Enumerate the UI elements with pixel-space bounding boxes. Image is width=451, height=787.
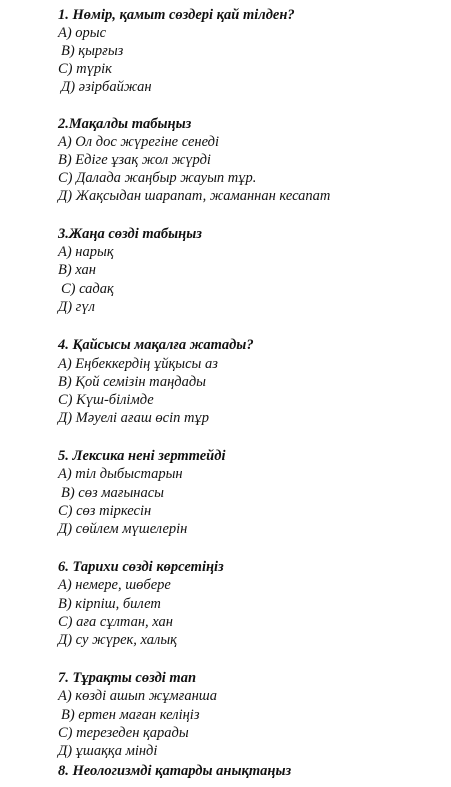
question-5-option-d: Д) сөйлем мүшелерін <box>58 521 188 537</box>
question-3-option-d: Д) гүл <box>58 299 95 315</box>
question-2-title: 2.Мақалды табыңыз <box>58 116 192 132</box>
question-5-option-a: А) тіл дыбыстарын <box>58 466 183 482</box>
question-6-option-c: С) аға сұлтан, хан <box>58 614 173 630</box>
question-1-option-a: А) орыс <box>58 25 107 41</box>
question-4-option-a: А) Еңбеккердің ұйқысы аз <box>58 356 218 372</box>
question-1-title: 1. Нөмір, қамыт сөздері қай тілден? <box>58 7 295 23</box>
question-7-option-b: В) ертен маған келіңіз <box>61 707 200 723</box>
question-2-option-b: В) Едіге ұзақ жол жүрді <box>58 152 211 168</box>
question-6-option-b: В) кірпіш, билет <box>58 596 161 612</box>
question-6-title: 6. Тарихи сөзді көрсетіңіз <box>58 559 224 575</box>
question-2-option-c: С) Далада жаңбыр жауып тұр. <box>58 170 257 186</box>
question-4-title: 4. Қайсысы мақалға жатады? <box>58 337 254 353</box>
question-8-title: 8. Неологизмді қатарды анықтаңыз <box>58 763 292 779</box>
question-3-title: 3.Жаңа сөзді табыңыз <box>58 226 202 242</box>
question-7-option-d: Д) ұшаққа мінді <box>58 743 158 759</box>
question-6-option-d: Д) су жүрек, халық <box>58 632 177 648</box>
question-4-option-c: С) Күш-білімде <box>58 392 154 408</box>
question-7-option-c: С) терезеден қарады <box>58 725 189 741</box>
question-1-option-c: С) түрік <box>58 61 112 77</box>
question-3-option-c: С) садақ <box>61 281 114 297</box>
question-5-option-c: С) сөз тіркесін <box>58 503 152 519</box>
question-1-option-b: В) қырғыз <box>61 43 124 59</box>
question-5-option-b: В) сөз мағынасы <box>61 485 164 501</box>
question-4-option-d: Д) Мәуелі ағаш өсіп тұр <box>58 410 209 426</box>
question-6-option-a: А) немере, шөбере <box>58 577 171 593</box>
question-3-option-b: В) хан <box>58 262 96 278</box>
question-2-option-d: Д) Жақсыдан шарапат, жаманнан кесапат <box>58 188 331 204</box>
question-4-option-b: В) Қой семізін таңдады <box>58 374 207 390</box>
question-7-title: 7. Тұрақты сөзді тап <box>58 670 197 686</box>
question-3-option-a: А) нарық <box>58 244 114 260</box>
question-1-option-d: Д) әзірбайжан <box>61 79 152 95</box>
question-2-option-a: А) Ол дос жүрегіне сенеді <box>58 134 220 150</box>
question-5-title: 5. Лексика нені зерттейді <box>58 448 226 464</box>
question-7-option-a: А) көзді ашып жұмғанша <box>58 688 217 704</box>
